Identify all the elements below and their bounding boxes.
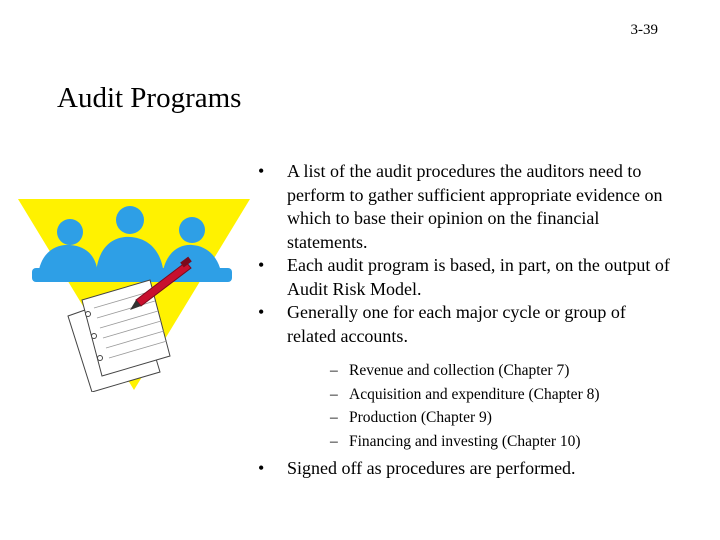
- bullet-marker: •: [258, 302, 265, 322]
- dash-marker: –: [330, 432, 338, 450]
- bullet-marker: •: [258, 255, 265, 275]
- dash-marker: –: [330, 385, 338, 403]
- bullet-text: Generally one for each major cycle or group of related accounts.: [287, 302, 626, 346]
- bullet-marker: •: [258, 458, 265, 478]
- bullet-text: A list of the audit procedures the auditors need to perform to gather sufficient appropriate evidence on which to base their opinion on the financial statements.: [287, 161, 663, 252]
- sub-bullet-item: [287, 359, 674, 383]
- meeting-clipart-icon: [18, 196, 250, 392]
- bullet-text: Each audit program is based, in part, on the output of Audit Risk Model.: [287, 255, 670, 299]
- slide-number: 3-39: [630, 22, 658, 38]
- bullet-text: Signed off as procedures are performed.: [287, 458, 576, 478]
- bullet-item: [254, 457, 674, 481]
- slide-title: Audit Programs: [57, 82, 242, 114]
- bullet-item: [254, 160, 674, 254]
- bullet-item: [254, 254, 674, 301]
- bullet-list: [254, 160, 674, 481]
- bullet-item: [254, 301, 674, 453]
- sub-bullet-item: [287, 406, 674, 430]
- sub-bullet-item: [287, 430, 674, 454]
- sub-bullet-list: [287, 359, 674, 453]
- dash-marker: –: [330, 409, 338, 426]
- sub-bullet-text: Acquisition and expenditure (Chapter 8): [349, 385, 600, 403]
- content-area: [254, 160, 674, 481]
- sub-bullet-item: [287, 383, 674, 407]
- sub-bullet-text: Revenue and collection (Chapter 7): [349, 362, 570, 379]
- bullet-marker: •: [258, 161, 265, 181]
- sub-bullet-text: Financing and investing (Chapter 10): [349, 432, 581, 450]
- dash-marker: –: [330, 362, 338, 379]
- sub-bullet-text: Production (Chapter 9): [349, 409, 492, 426]
